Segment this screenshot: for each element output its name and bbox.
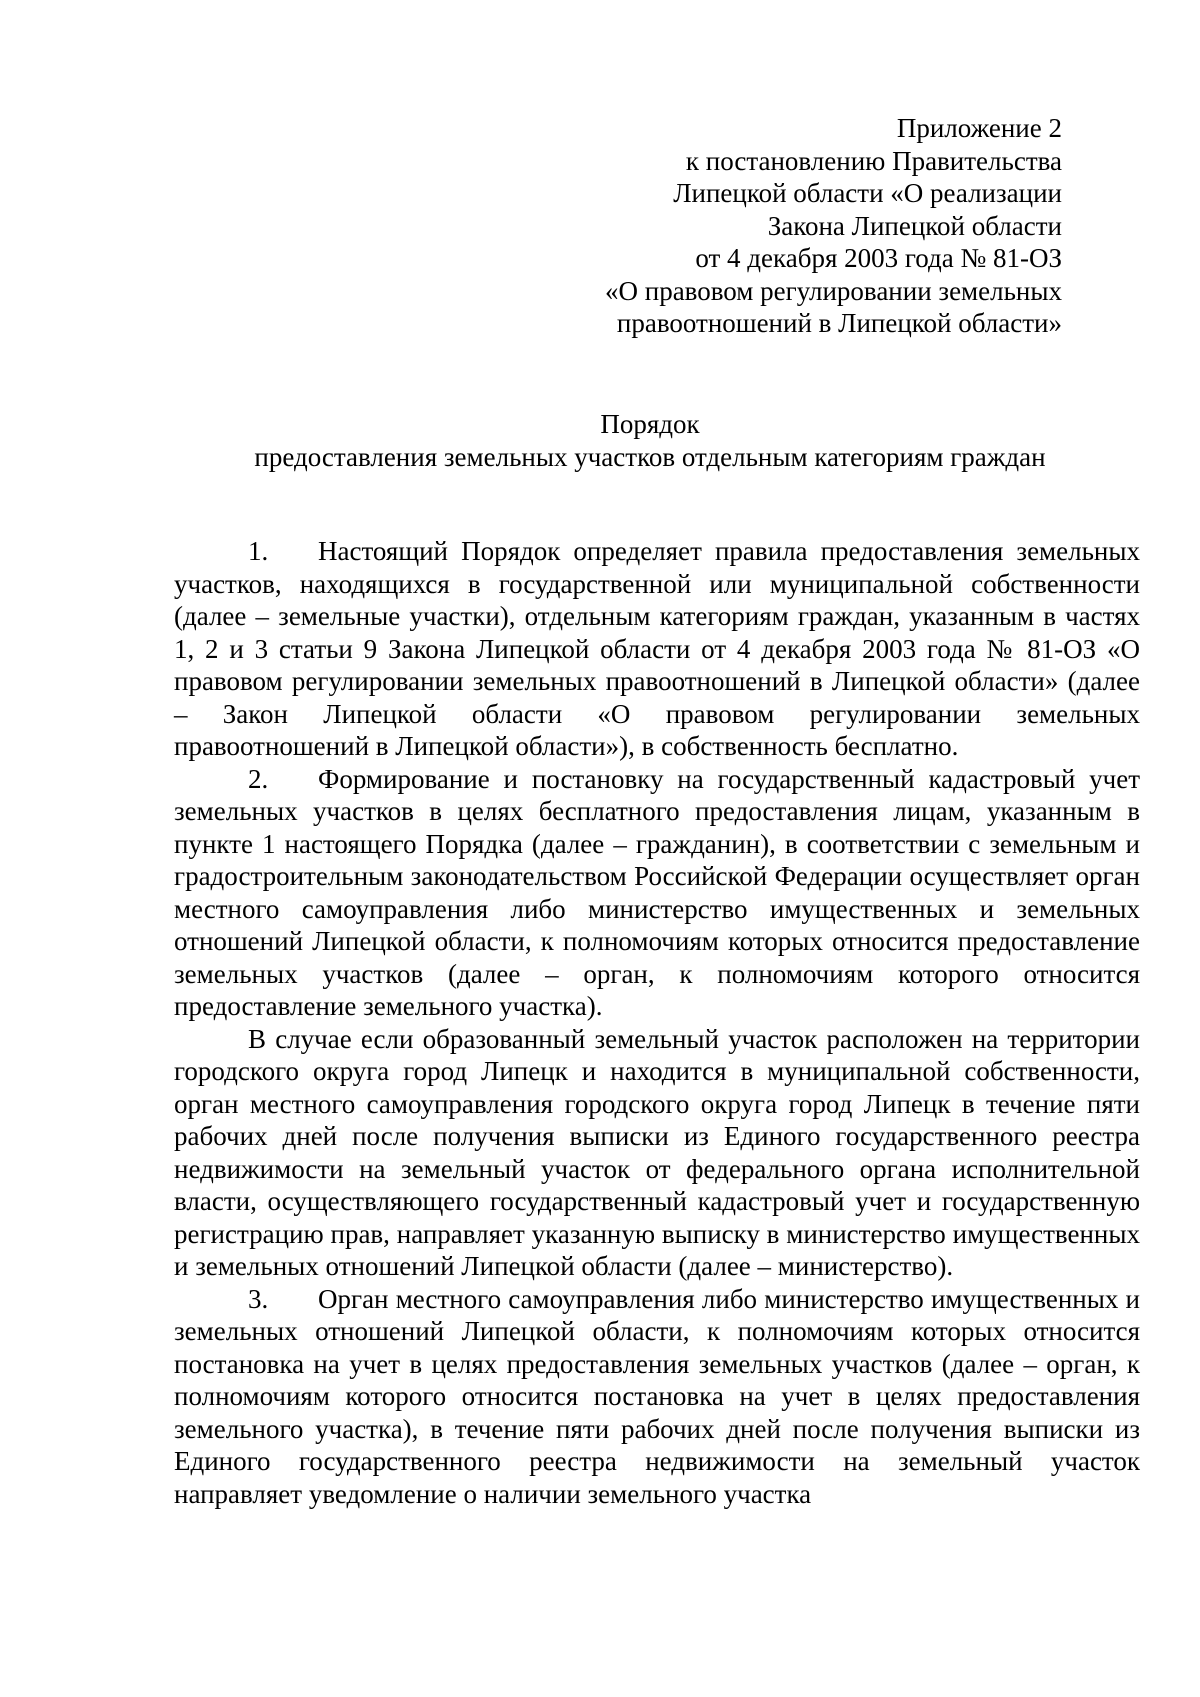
appendix-line: Закона Липецкой области <box>767 210 1062 241</box>
paragraph-3 <box>174 1283 1140 1511</box>
appendix-line: «О правовом регулировании земельных <box>605 275 1062 306</box>
paragraph-2 <box>174 763 1140 1023</box>
paragraph-number: 3. <box>248 1283 269 1314</box>
paragraph-text: Формирование и постановку на государственный кадастровый учет земельных участков в целях бесплатного предоставления лицам, указанным в пункте 1 настоящего Порядка (далее – гражданин), в соответствии с земельным и градостроительным законодательством Российской Федерации осуществляет орган местного самоуправления либо министерство имущественных и земельных отношений Липецкой области, к полномочиям которых относится предоставление земельных участков (далее – орган, к полномочиям которого относится предоставление земельного участка). <box>174 763 1140 1021</box>
paragraph-number: 1. <box>248 536 269 566</box>
paragraph-2-continued <box>174 1023 1140 1283</box>
document-body <box>174 535 1140 1510</box>
appendix-line: правоотношений в Липецкой области» <box>616 308 1062 338</box>
title-line-1: Порядок <box>600 409 700 439</box>
paragraph-text: Орган местного самоуправления либо министерство имущественных и земельных отношений Липецкой области, к полномочиям которых относится постановка на учет в целях предоставления земельных участков (далее – орган, к полномочиям которого относится постановка на учет в целях предоставления земельного участка), в течение пяти рабочих дней после получения выписки из Единого государственного реестра недвижимости на земельный участок направляет уведомление о наличии земельного участка <box>174 1283 1140 1509</box>
document-title <box>160 408 1140 473</box>
paragraph-number: 2. <box>248 763 269 794</box>
appendix-line: Липецкой области «О реализации <box>673 178 1062 208</box>
title-line-2: предоставления земельных участков отдельным категориям граждан <box>254 441 1046 472</box>
paragraph-text: Настоящий Порядок определяет правила предоставления земельных участков, находящихся в государственной или муниципальной собственности (далее – земельные участки), отдельным категориям граждан, указанным в частях 1, 2 и 3 статьи 9 Закона Липецкой области от 4 декабря 2003 года № 81-ОЗ «О правовом регулировании земельных правоотношений в Липецкой области» (далее – Закон Липецкой области «О правовом регулировании земельных правоотношений в Липецкой области»), в собственность бесплатно. <box>174 536 1140 761</box>
appendix-line: Приложение 2 <box>896 113 1062 143</box>
paragraph-text: В случае если образованный земельный участок расположен на территории городского округа город Липецк и находится в муниципальной собственности, орган местного самоуправления городского округа город Липецк в течение пяти рабочих дней после получения выписки из Единого государственного реестра недвижимости на земельный участок от федерального органа исполнительной власти, осуществляющего государственный кадастровый учет и государственную регистрацию прав, направляет указанную выписку в министерство имущественных и земельных отношений Липецкой области (далее – министерство). <box>174 1023 1140 1281</box>
appendix-line: к постановлению Правительства <box>685 145 1062 176</box>
paragraph-1 <box>174 535 1140 763</box>
appendix-line: от 4 декабря 2003 года № 81-ОЗ <box>695 243 1062 273</box>
appendix-header <box>502 112 1062 340</box>
